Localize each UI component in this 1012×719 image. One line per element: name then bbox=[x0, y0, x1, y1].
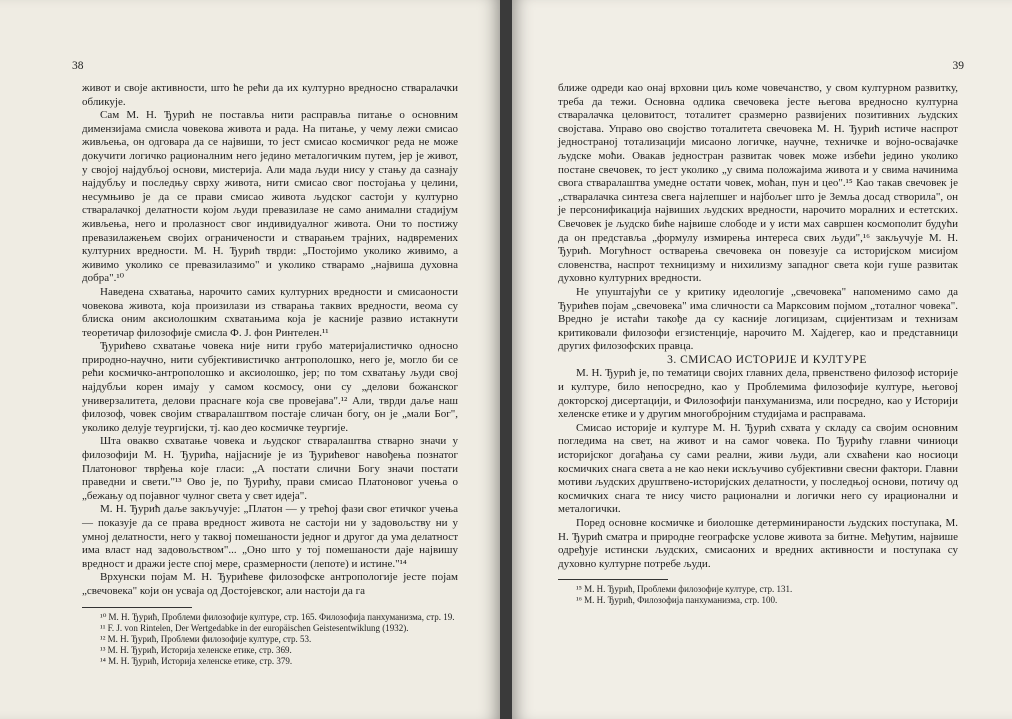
section-heading: 3. СМИСАО ИСТОРИЈЕ И КУЛТУРЕ bbox=[667, 353, 867, 366]
paragraph: Поред основне космичке и биолошке детерминираности људских поступака, М. Н. Ђурић сматра и природне географске услове живота за битне. Међутим, највише одређује истински људских, смисаоних и вредних активности и поступака су духовно културне потребе људи. bbox=[558, 517, 958, 570]
page-number-right: 39 bbox=[952, 60, 964, 72]
left-page-text bbox=[82, 82, 458, 667]
footnote: ¹⁴ М. Н. Ђурић, Историја хеленске етике, стр. 379. bbox=[100, 655, 293, 666]
paragraph: Шта овакво схватање човека и људског стваралаштва стварно значи у филозофији М. Н. Ђурића, најјасније је из Ђурићевог навођења познатог Платоновог тврђења које гласи: „А постати слични Богу значи постати праведни и свети."¹³ Ово је, по Ђурићу, прави смисао Платоновог учења о „бежању од појавног чулног света у свет идеја". bbox=[82, 435, 458, 502]
paragraph: Смисао историје и културе М. Н. Ђурић схвата у складу са својим основним погледима на свет, на живот и на самог човека. По Ђурићу главни чиниоци историјског догађања су сами реални, живи људи, али схваћени као носиоци космичких снага света а не као неки искључиво субјективни свесни фактори. Главни мотиви људских друштвено-историјских делатности, у последњој основи, потичу од космичких снага те нису чисто рационални и логички него су ирационални и металогички. bbox=[558, 421, 958, 516]
footnote: ¹⁶ М. Н. Ђурић, Филозофија панхуманизма, стр. 100. bbox=[576, 595, 778, 606]
paragraph: Не упуштајући се у критику идеологије „свечовека" напоменимо само да Ђурићев појам „свечовека" има сличности са Марксовим појмом „тоталног човека". Вредно је истаћи такође да су касније логицизам, сцијентизам и технизам критиковали филозофи егзистенције, нарочито М. Хајдегер, као и представници других филозофских правца. bbox=[558, 285, 958, 353]
footnote: ¹³ М. Н. Ђурић, Историја хеленске етике, стр. 369. bbox=[100, 644, 292, 655]
footnote-divider bbox=[82, 607, 192, 608]
book-gutter bbox=[500, 0, 512, 719]
paragraph: М. Н. Ђурић даље закључује: „Платон — у трећој фази свог етичког учења — показује да се права вредност живота не састоји ни у задовољству ни у умној делатности, него у таквој помешаности једног и другог да ума делатност има власт над задовољством"... „Оно што у тој помешаности даје највишу вредност и дражи јесте спој мере, сразмерности (лепоте) и истине."¹⁴ bbox=[82, 503, 458, 570]
right-page-text bbox=[558, 82, 958, 606]
paragraph: Сам М. Н. Ђурић не поставља нити расправља питање о основним димензијама смисла човекова живота и рада. На питање, у чему лежи смисао живљења, он одговара да се највиши, то јест смисао космичког реда не може докучити логичко рационалним него једино металогичким путем, јер је живот, у својој најдубљој основи, мистерија. Али мада људи нису у стању да сазнају најдубљу и последњу сврху живота, нити смисао свог постојања у целини, несумњиво је да се прави смисао живота људског састоји у културно стваралачкој делатности којом људи превазилазе не само анимални стадијум живљења, него и пролазност свог индивидуалног живота. Они то постижу превазилажењем својих ограничености и стварањем трајних, надвремених културних вредности. М. Н. Ђурић тврди: „Постојимо уколико живимо, а живимо уколико се превазилазимо" и уколико стварамо „највиша духовна добра".¹⁰ bbox=[82, 109, 458, 285]
paragraph: живот и своје активности, што ће рећи да их културно вредносно стваралачки обликује. bbox=[82, 82, 458, 108]
footnote: ¹¹ F. J. von Rintelen, Der Wertgedabke in der europäischen Geistesentwiklung (1932). bbox=[100, 622, 409, 633]
paragraph: ближе одреди као онај врховни циљ коме човечанство, у свом културном развитку, треба да тежи. Основна одлика свечовека јесте његова вредносно културна стваралачка целовитост, тоталитет сразмерно развијених позитивних људских својстава. Управо ово својство тоталитета свечовека М. Н. Ђурић истиче наспрот једностраној тотализацији мисаоно логичке, научне, техничке и војно-освајачке људске моћи. Овакав једностран развитак човек може избећи једино уколико постане свечовек, то јест уколико „у свима положајима живота и у свима начинима свога стваралаштва умедне остати човек, моћан, пун и цео".¹⁵ Као такав свечовек је „стваралачка синтеза свега најлепшег и најбољег што је Земља досад створила", он је персонификација највиших људских вредности, нарочито моралних и естетских. Свечовек је људско биће највише слободе и у исти мах савршен космополит будући да он представља „формулу измирења интереса свих људи",¹⁶ закључује М. Н. Ђурић. Могућност остварења свечовека он повезује са историјском мисијом словенства, наспрот техницизму и нихилизму западног света који гуше развитак духовно културних вредности. bbox=[558, 82, 958, 285]
paragraph: Ђурићево схватање човека није нити грубо материјалистичко односно природно-научно, нити субјективистичко антрополошко, него је, могло би се рећи космичко-антрополошко и аксиолошко, јер; по том схватању људи свој најдубљи корен имају у самом космосу, они су „делови божанског универзалитета, делови праснаге која све провејава".¹² Али, тврди даље наш филозоф, човек својим стваралаштвом постаје сличан богу, он је „мали Бог", уколико делује теургијски, тј. као део космичке теургије. bbox=[82, 340, 458, 434]
right-page bbox=[512, 0, 1012, 719]
footnote: ¹⁰ М. Н. Ђурић, Проблеми филозофије културе, стр. 165. Филозофија панхуманизма, стр. 19. bbox=[100, 611, 455, 622]
paragraph: Наведена схватања, нарочито самих културних вредности и смисаоности човекова живота, која произилази из стварања таквих вредности, веома су блиска оним аксиолошким схватањима која је касније развио истакнути теоретичар филозофије смисла Ф. Ј. фон Ринтелен.¹¹ bbox=[82, 285, 458, 339]
footnote: ¹⁵ М. Н. Ђурић, Проблеми филозофије културе, стр. 131. bbox=[576, 584, 793, 595]
left-page bbox=[0, 0, 500, 719]
footnote-divider bbox=[558, 579, 668, 580]
footnote: ¹² М. Н. Ђурић, Проблеми филозофије културе, стр. 53. bbox=[100, 633, 312, 644]
paragraph: М. Н. Ђурић је, по тематици својих главних дела, првенствено филозоф историје и културе, било непосредно, као у Проблемима филозофије културе, његовој докторској дисертацији, и Филозофији панхуманизма, или посредно, као у Историји хеленске етике и у другим многобројним студијама и расправама. bbox=[558, 367, 958, 421]
page-number-left: 38 bbox=[72, 60, 84, 72]
paragraph: Врхунски појам М. Н. Ђурићеве филозофске антропологије јесте појам „свечовека" који он усваја од Достојевског, али настоји да га bbox=[82, 571, 458, 597]
